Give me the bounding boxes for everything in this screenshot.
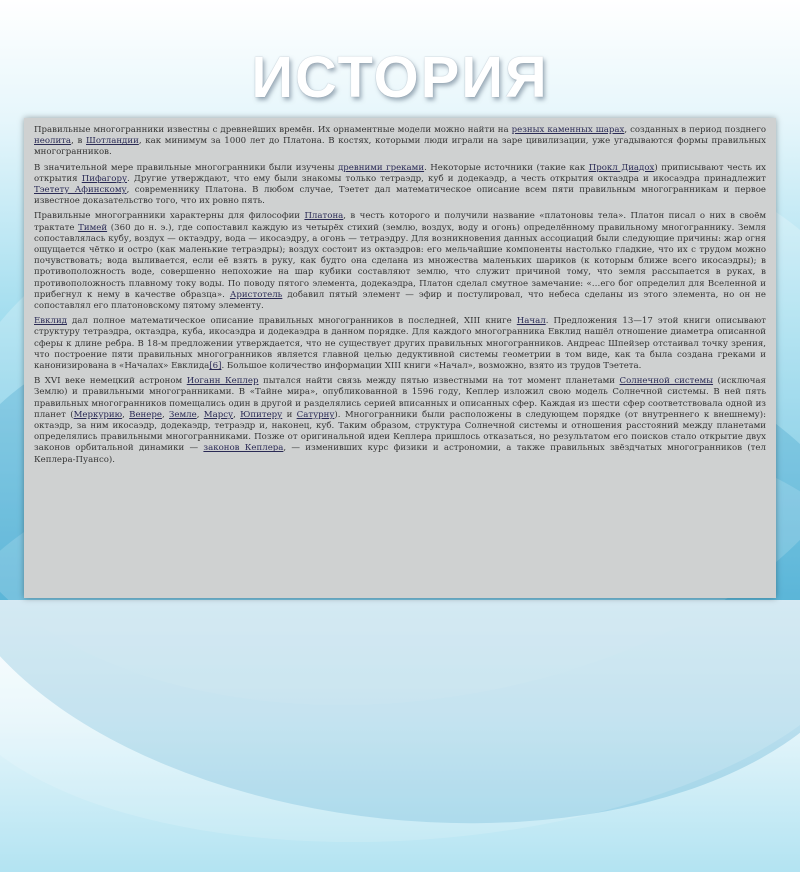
- text-segment: пытался найти связь между пятью известными на тот момент планетами: [258, 376, 620, 387]
- slide-title: ИСТОРИЯ: [251, 45, 549, 110]
- text-link[interactable]: [6]: [209, 361, 222, 372]
- text-link[interactable]: Тимей: [78, 222, 108, 233]
- text-segment: (360 до н. э.), где сопоставил каждую из четырёх стихий (землю, воздух, воду и огонь) определённому правильному многограннику. Земля сопоставлялась кубу, воздух — октаэдру, вода — икосаэдру, а огонь — тетраэдру. Для возникновения данных ассоциаций были следующие причины: жар огня ощущается чётко и остро (как маленькие тетраэдры); воздух состоит из октаэдров: его мельчайшие компоненты настолько гладкие, что их с трудом можно почувствовать; вода выливается, если её взять в руку, как будто она сделана из множества маленьких шариков (к которым ближе всего икосаэдры); в противоположность воде, совершенно непохожие на шар кубики составляют землю, что служит причиной тому, что земля рассыпается в руках, в противоположность плавному току воды. По поводу пятого элемента, додекаэдра, Платон сделал смутное замечание: «…его бог определил для Вселенной и прибегнул к нему в качестве образца».: [34, 222, 766, 300]
- text-segment: , современнику Платона. В любом случае, Тэетет дал математическое описание всем пяти правильным многогранникам и первое известное доказательство того, что их ровно пять.: [34, 185, 766, 207]
- text-link[interactable]: Юпитеру: [240, 409, 283, 420]
- text-link[interactable]: Платона: [304, 211, 344, 222]
- text-segment: , созданных в период позднего: [624, 125, 767, 135]
- text-segment: . Другие утверждают, что ему были знакомы только тетраэдр, куб и додекаэдр, а честь открытия октаэдра и икосаэдра принадлежит: [127, 173, 767, 184]
- text-link[interactable]: Земле: [169, 409, 197, 420]
- text-link[interactable]: Прокл Диадох: [588, 162, 655, 173]
- text-link[interactable]: Марсу: [203, 409, 234, 420]
- text-segment: дал полное математическое описание правильных многогранников в последней, XIII книге: [66, 316, 517, 327]
- text-link[interactable]: законов Кеплера: [203, 443, 284, 454]
- paragraph: [34, 163, 766, 208]
- text-link[interactable]: Иоганн Кеплер: [186, 376, 259, 387]
- text-segment: ,: [161, 409, 170, 420]
- text-link[interactable]: древними греками: [338, 162, 425, 173]
- text-segment: Правильные многогранники известны с древнейших времён. Их орнаментные модели можно найти на: [34, 125, 512, 135]
- paragraph: [34, 211, 766, 312]
- text-segment: В значительной мере правильные многогранники были изучены: [34, 162, 339, 173]
- text-segment: ) приписывают честь их открытия: [34, 162, 767, 184]
- paragraph: [34, 376, 766, 466]
- text-segment: ,: [122, 409, 130, 420]
- text-segment: , — изменивших курс физики и астрономии, а также правильных звёздчатых многогранников (тел Кеплера-Пуансо).: [34, 443, 766, 465]
- text-segment: и: [282, 409, 297, 420]
- text-segment: , в: [71, 136, 87, 147]
- text-segment: ,: [233, 409, 241, 420]
- text-link[interactable]: резных каменных шарах: [511, 125, 625, 135]
- text-link[interactable]: Венере: [129, 409, 162, 420]
- text-segment: добавил пятый элемент — эфир и постулировал, что небеса сделаны из этого элемента, но он не сопоставлял его платоновскому пятому элементу.: [34, 289, 766, 312]
- text-segment: В XVI веке немецкий астроном: [34, 376, 187, 387]
- text-segment: , в честь которого и получили название «платоновы тела». Платон писал о них в своём трактате: [34, 211, 767, 233]
- text-link[interactable]: Пифагору: [81, 173, 128, 184]
- paragraph: [34, 125, 766, 159]
- text-segment: Правильные многогранники характерны для философии: [34, 211, 305, 222]
- text-link[interactable]: Тэетету Афинскому: [34, 185, 127, 196]
- paragraph: [34, 316, 766, 372]
- text-link[interactable]: Меркурию: [73, 409, 123, 420]
- text-link[interactable]: Сатурну: [296, 409, 335, 420]
- text-link[interactable]: Шотландии: [86, 136, 139, 147]
- text-panel: [24, 118, 776, 598]
- text-link[interactable]: Солнечной системы: [619, 376, 714, 387]
- text-link[interactable]: Начал: [516, 316, 546, 327]
- text-segment: ). Многогранники были расположены в следующем порядке (от внутреннего к внешнему): октаэдр, за ним икосаэдр, додекаэдр, тетраэдр и, наконец, куб. Таким образом, структура Солнечной системы и отношения расстояний между планетами определялись правильными многогранниками. Позже от оригинальной идеи Кеплера пришлось отказаться, но результатом его поисков стало открытие двух законов орбитальной динамики —: [34, 409, 766, 454]
- text-link[interactable]: неолита: [34, 136, 72, 147]
- text-link[interactable]: Евклид: [34, 316, 67, 327]
- text-segment: . Большое количество информации XIII книги «Начал», возможно, взято из трудов Тэетета.: [221, 361, 642, 372]
- text-segment: , как минимум за 1000 лет до Платона. В костях, которыми люди играли на заре цивилизации, уже угадываются формы правильных многогранников.: [34, 136, 766, 158]
- text-link[interactable]: Аристотель: [229, 289, 283, 300]
- text-segment: (исключая Землю) и правильными многогранниками. В «Тайне мира», опубликованной в 1596 году, Кеплер изложил свою модель Солнечной системы. В ней пять правильных многогранников помещались один в другой и разделялись серией вписанных и описанных сфер. Каждая из шести сфер соответствовала одной из планет (: [34, 376, 766, 420]
- text-segment: ,: [196, 409, 204, 420]
- text-segment: . Некоторые источники (такие как: [424, 162, 589, 173]
- text-segment: . Предложения 13—17 этой книги описывают структуру тетраэдра, октаэдра, куба, икосаэдра и додекаэдра в данном порядке. Для каждого многогранника Евклид нашёл отношение диаметра описанной сферы к длине ребра. В 18-м предложении утверждается, что не существует других правильных многогранников. Андреас Шпейзер отстаивал точку зрения, что построение пяти правильных многогранников является главной целью дедуктивной системы геометрии в том виде, как та была создана греками и канонизирована в «Началах» Евклида: [34, 316, 767, 372]
